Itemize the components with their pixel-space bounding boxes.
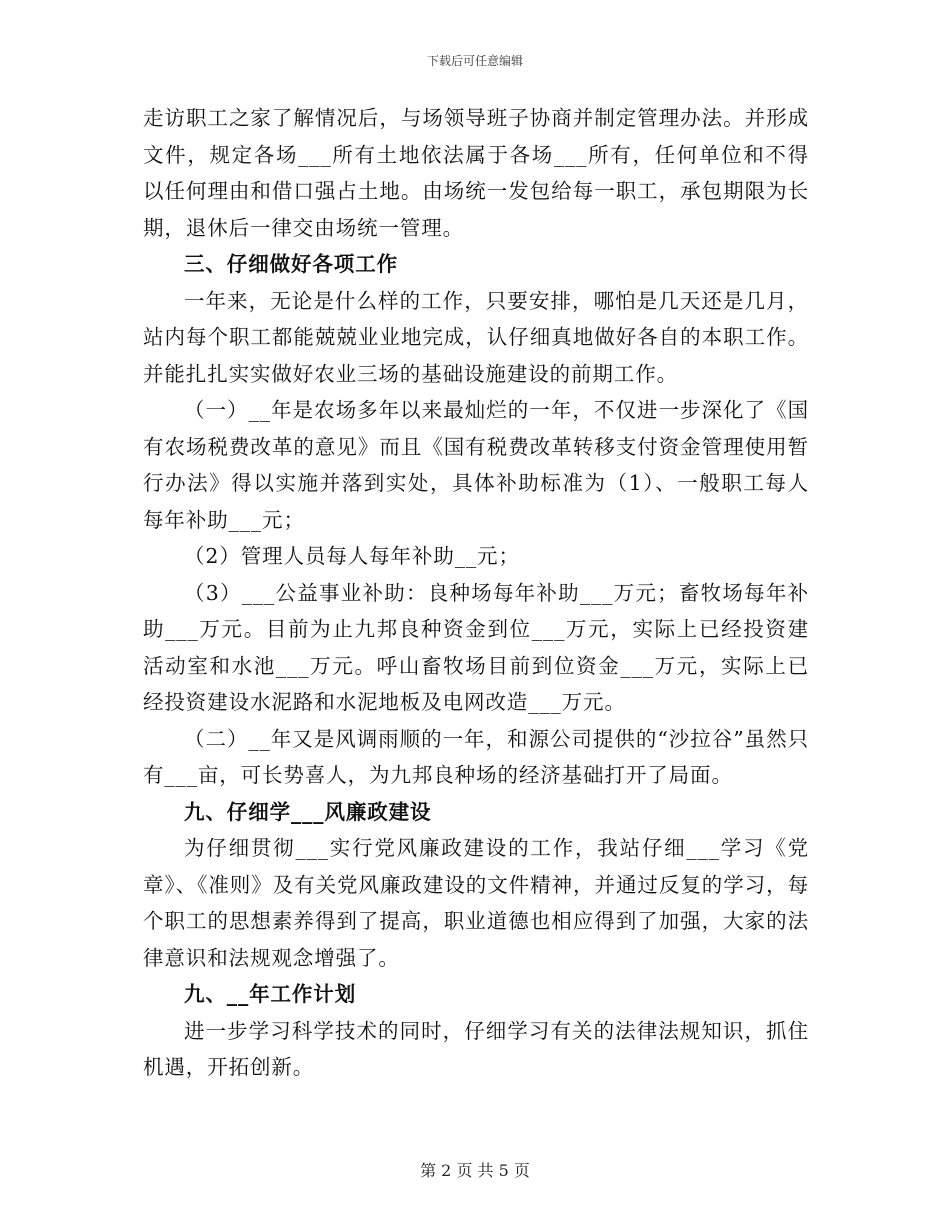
paragraph-plan: 进一步学习科学技术的同时，仔细学习有关的法律法规知识，抓住机遇，开拓创新。: [143, 1018, 809, 1079]
paragraph-item-1-2: （2）管理人员每人每年补助__元；: [184, 544, 520, 568]
paragraph-item-1-3: （3）___公益事业补助：良种场每年补助___万元；畜牧场每年补助___万元。目前为止九邦良种资金到位___万元，实际上已经投资建活动室和水池___万元。呼山畜牧场目前到位资金___万元，实际上已经投资建设水泥路和水泥地板及电网改造___万元。: [143, 580, 809, 714]
paragraph-item-1: （一）__年是农场多年以来最灿烂的一年，不仅进一步深化了《国有农场税费改革的意见》而且《国有税费改革转移支付资金管理使用暂行办法》得以实施并落到实处，具体补助标准为（1）、一般职工每人每年补助___元；: [143, 398, 809, 532]
paragraph-integrity: 为仔细贯彻___实行党风廉政建设的工作，我站仔细___学习《党章》、《准则》及有关党风廉政建设的文件精神，并通过反复的学习，每个职工的思想素养得到了提高，职业道德也相应得到了加强，大家的法律意识和法规观念增强了。: [143, 836, 809, 970]
section-heading-3: 三、仔细做好各项工作: [184, 252, 398, 276]
paragraph-item-2: （二）__年又是风调雨顺的一年，和源公司提供的“沙拉谷”虽然只有___亩，可长势喜人，为九邦良种场的经济基础打开了局面。: [143, 726, 809, 787]
section-heading-9a: 九、仔细学___风廉政建设: [184, 799, 432, 824]
page-footer: 第 2 页 共 5 页: [420, 1161, 530, 1180]
document-body: [143, 100, 809, 1086]
paragraph-work-summary: 一年来，无论是什么样的工作，只要安排，哪怕是几天还是几月，站内每个职工都能兢兢业业地完成，认仔细真地做好各自的本职工作。并能扎扎实实做好农业三场的基础设施建设的前期工作。: [143, 288, 809, 386]
section-heading-9b: 九、__年工作计划: [184, 982, 357, 1006]
paragraph-intro: 走访职工之家了解情况后，与场领导班子协商并制定管理办法。并形成文件，规定各场___所有土地依法属于各场___所有，任何单位和不得以任何理由和借口强占土地。由场统一发包给每一职工，承包期限为长期，退休后一律交由场统一管理。: [143, 106, 809, 240]
page-header: 下载后可任意编辑: [426, 54, 523, 68]
